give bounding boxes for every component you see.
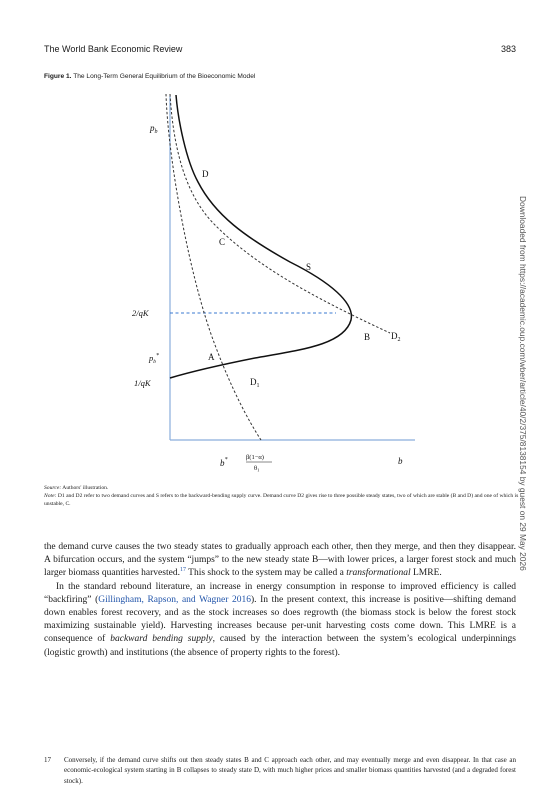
x-tick-fraction-denominator: $\theta_1$ <box>254 465 260 473</box>
x-tick-bstar: b* <box>220 457 228 468</box>
curve-d1-label: $D_1$ <box>250 377 260 389</box>
citation-link[interactable]: Gillingham, Rapson, and Wagner 2016 <box>98 594 251 605</box>
demand-curve-d2 <box>170 94 390 333</box>
figure-title: The Long-Term General Equilibrium of the Bioeconomic Model <box>73 73 256 80</box>
point-s-label: S <box>306 262 312 272</box>
x-tick-fraction-numerator: β(1−α) <box>246 454 264 461</box>
figure-label: Figure 1. <box>44 73 72 80</box>
note-line: Note: D1 and D2 refer to two demand curves and S refers to the backward-bending supply curve. Demand curve D2 gives rise to three possible steady states, two of which are stable (B and D) and one of which is unstable, C. <box>44 493 519 507</box>
point-d-label: D <box>202 169 209 179</box>
y-tick-1qK: 1/qK <box>134 378 151 388</box>
page-number: 383 <box>500 44 516 54</box>
y-tick-pb-star: $p_b^*$ <box>149 353 159 365</box>
paragraph-2: In the standard rebound literature, an increase in energy consumption in response to improved efficiency is called “backfiring” (Gillingham, Rapson, and Wagner 2016). In the present context, this increase is positive—shifting demand down enables forest recovery, and as the stock increases so does regrowth (the biomass stock is below the forest stock maximizing sustainable yield). Harvesting increases because per-unit harvesting costs come down. This LMRE is a consequence of backward bending supply, caused by the interaction between the system’s ecological underpinnings (logistic growth) and institutions (the absence of property rights to the forest). <box>44 581 516 658</box>
supply-curve-s <box>170 95 351 378</box>
figure-source-note <box>44 484 524 508</box>
footnote-text: Conversely, if the demand curve shifts out then steady states B and C approach each other, and may eventually merge and even disappear. In that case an economic-ecological system starting in B collapses to steady state D, with much higher prices and smaller biomass quantities harvested (and a degraded forest stock). <box>64 756 516 785</box>
x-axis-label: b <box>398 456 403 466</box>
y-axis-label: $p_b$ <box>150 123 158 135</box>
body-text <box>44 541 516 660</box>
source-line: Source: Authors' illustration. <box>44 485 109 491</box>
footnote-ref-17[interactable]: 17 <box>179 567 186 574</box>
curve-d2-label: $D_2$ <box>391 331 401 343</box>
download-watermark: Downloaded from https://academic.oup.com/wber/article/40/2/375/8138154 by guest on 29 May 2026 <box>518 196 528 571</box>
footnote-number: 17 <box>44 756 51 764</box>
point-a-label: A <box>208 352 215 362</box>
point-c-label: C <box>219 237 226 247</box>
paragraph-1: the demand curve causes the two steady states to gradually approach each other, then they merge, and then they disappear. A bifurcation occurs, and the system “jumps” to the new steady state B—with lower prices, a larger forest stock and much larger biomass quantities harvested.$^{17}$ This shock to the system may be called a transformational LMRE. <box>44 542 516 579</box>
demand-curve-d1 <box>166 94 261 440</box>
y-tick-2qK: 2/qK <box>132 308 149 318</box>
footnote-17 <box>44 755 516 786</box>
point-b-label: B <box>364 332 371 342</box>
journal-title: The World Bank Economic Review <box>44 44 183 54</box>
